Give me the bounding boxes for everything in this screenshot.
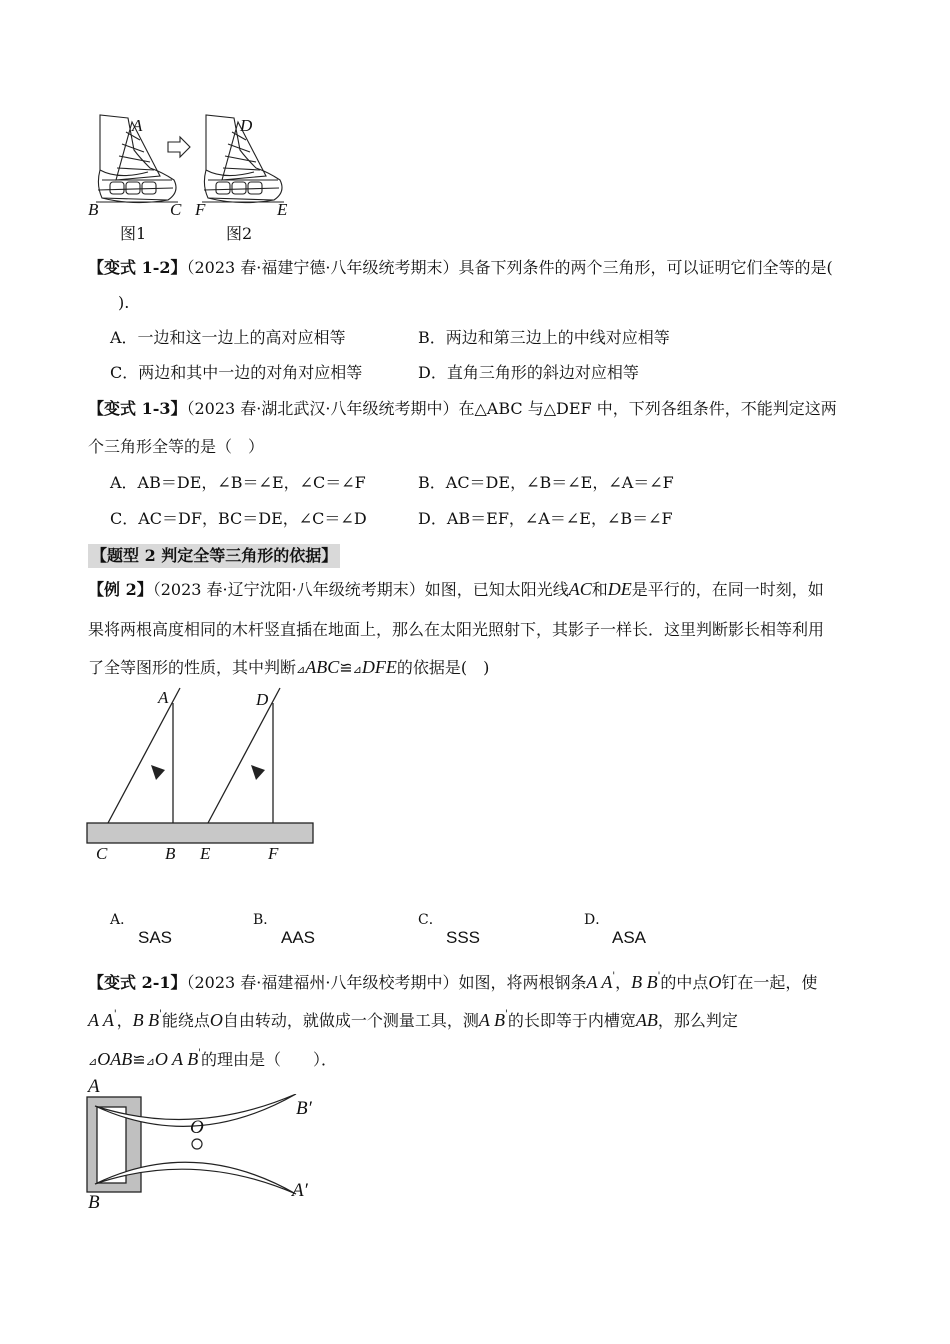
v21-aa-2: A A: [88, 1010, 114, 1030]
ex2-cong: ≌: [339, 658, 353, 677]
ex2-tag: 【例 2】: [88, 580, 153, 599]
v12-source: （2023 春·福建宁德·八年级统考期末）: [186, 258, 459, 277]
v21-line3: [88, 1043, 337, 1073]
v21-comma: ，: [615, 973, 632, 992]
v21-oapbp: O A B: [154, 1049, 199, 1069]
ex2-option-b-letter: B．: [253, 912, 278, 928]
v21-source: （2023 春·福建福州·八年级校考期中）: [186, 973, 459, 992]
v21-line1: [88, 966, 817, 994]
ex2-option-b: [253, 908, 315, 949]
ex2-source: （2023 春·辽宁沈阳·八年级统考期末）: [152, 580, 425, 599]
tool-label-o: O: [190, 1117, 204, 1138]
v21-cong: ≌: [132, 1050, 146, 1069]
tool-label-bprime: B′: [296, 1098, 312, 1119]
ex2-abc: ABC: [305, 657, 340, 677]
v21-comma-2: ，: [116, 1011, 133, 1030]
v21-tri2: ⊿: [145, 1055, 155, 1068]
tool-label-a: A: [88, 1076, 100, 1097]
fig1-label-c: C: [170, 200, 182, 219]
v12-stem-cont: ).: [118, 293, 130, 312]
v13-option-b: B．AC＝DE，∠B＝∠E，∠A＝∠F: [418, 473, 674, 492]
ex2-text-1b: 是平行的，在同一时刻，如: [631, 580, 824, 599]
fig2-label-e: E: [277, 200, 288, 219]
ex2-line2: 果将两根高度相同的木杆竖直插在地面上，那么在太阳光照射下，其影子一样长．这里判断影长相等利用: [88, 620, 825, 639]
v21-text-2d: ，那么判定: [657, 1011, 738, 1030]
ex2-option-d: [584, 908, 646, 949]
v21-o-2: O: [209, 1010, 223, 1030]
sun-rays-figure: [84, 686, 320, 846]
fig2-label-f: F: [195, 200, 206, 219]
v21-bb: B B: [631, 972, 658, 992]
sun-label-c: C: [96, 844, 108, 863]
fig1-label-a: A: [132, 116, 143, 135]
v21-text-2a: 能绕点: [161, 1011, 210, 1030]
ex2-option-d-letter: D．: [584, 912, 610, 928]
v13-tag: 【变式 1-3】: [88, 399, 187, 418]
v21-oab: OAB: [97, 1049, 133, 1069]
v21-bb-prime: ': [657, 971, 661, 982]
v21-text-1a: 如图，将两根钢条: [458, 973, 587, 992]
ex2-option-a-letter: A．: [110, 912, 135, 928]
sun-label-b: B: [165, 844, 176, 863]
sun-label-a: A: [158, 688, 169, 707]
v13-stem: [88, 398, 837, 420]
v21-text-1c: 钉在一起，使: [721, 973, 818, 992]
fig2-label-d: D: [240, 116, 253, 135]
ex2-option-a: [110, 908, 172, 949]
v21-apbp-prime: ': [505, 1009, 508, 1020]
v13-stem-cont: 个三角形全等的是（ ）: [88, 437, 265, 456]
tool-label-aprime: A′: [292, 1180, 308, 1201]
v12-option-c: C．两边和其中一边的对角对应相等: [110, 363, 363, 382]
ex2-line1: [88, 578, 824, 601]
sun-label-d: D: [256, 690, 269, 709]
v12-stem: [88, 257, 833, 279]
v21-text-3b: 的理由是（ ）．: [200, 1050, 337, 1069]
v21-oapbp-prime: ': [198, 1048, 201, 1059]
v12-stem-text: 具备下列条件的两个三角形，可以证明它们全等的是(: [458, 258, 833, 277]
ex2-and: 和: [591, 580, 608, 599]
ex2-option-c-value: SSS: [446, 928, 481, 947]
v21-line2: [88, 1004, 738, 1032]
ex2-line3: [88, 656, 489, 681]
v13-option-d: D．AB＝EF，∠A＝∠E，∠B＝∠F: [418, 509, 673, 528]
ex2-option-a-value: SAS: [138, 928, 173, 947]
v13-option-a: A．AB＝DE，∠B＝∠E，∠C＝∠F: [110, 473, 366, 492]
tool-label-b: B: [88, 1192, 100, 1213]
ex2-dfe: DFE: [361, 657, 397, 677]
v13-source: （2023 春·湖北武汉·八年级统考期中）: [186, 399, 459, 418]
v21-bb-prime-2: ': [159, 1009, 162, 1020]
v21-tag: 【变式 2-1】: [88, 973, 187, 992]
v21-aa: A A: [586, 972, 613, 992]
ex2-ac: AC: [568, 579, 592, 599]
v21-tri1: ⊿: [88, 1055, 98, 1068]
ex2-option-c-letter: C．: [418, 912, 443, 928]
fig1-caption: 图1: [120, 224, 147, 243]
fig1-label-b: B: [88, 200, 99, 219]
v21-bb-2: B B: [132, 1010, 160, 1030]
section-heading: 【题型 2 判定全等三角形的依据】: [88, 544, 340, 568]
ex2-text-3b: 的依据是( ): [396, 658, 490, 677]
v12-option-d: D．直角三角形的斜边对应相等: [418, 363, 639, 382]
ex2-option-b-value: AAS: [281, 928, 316, 947]
ex2-tri2: ⊿: [352, 663, 362, 676]
v13-stem-text: 在△ABC 与△DEF 中，下列各组条件，不能判定这两: [458, 399, 837, 418]
v21-aa-prime: ': [612, 971, 616, 982]
v21-text-2c: 的长即等于内槽宽: [507, 1011, 636, 1030]
v13-option-c: C．AC＝DF，BC＝DE，∠C＝∠D: [110, 509, 367, 528]
sun-label-f: F: [268, 844, 279, 863]
v21-text-1b: 的中点: [660, 973, 709, 992]
v21-text-2b: 自由转动，就做成一个测量工具，测: [222, 1011, 479, 1030]
fig2-caption: 图2: [226, 224, 253, 243]
v12-tag: 【变式 1-2】: [88, 258, 187, 277]
v21-ab: AB: [635, 1010, 658, 1030]
sun-label-e: E: [200, 844, 211, 863]
v21-apbp: A B: [478, 1010, 506, 1030]
v21-aa-prime-2: ': [113, 1009, 117, 1020]
ex2-de: DE: [607, 579, 632, 599]
v12-option-a: A．一边和这一边上的高对应相等: [110, 328, 346, 347]
ex2-option-c: [418, 908, 480, 949]
ex2-tri1: ⊿: [296, 663, 306, 676]
ex2-option-d-value: ASA: [612, 928, 647, 947]
v12-option-b: B．两边和第三边上的中线对应相等: [418, 328, 670, 347]
v21-o: O: [708, 972, 722, 992]
ex2-text-1a: 如图，已知太阳光线: [424, 580, 569, 599]
ex2-text-3a: 了全等图形的性质，其中判断: [88, 658, 297, 677]
